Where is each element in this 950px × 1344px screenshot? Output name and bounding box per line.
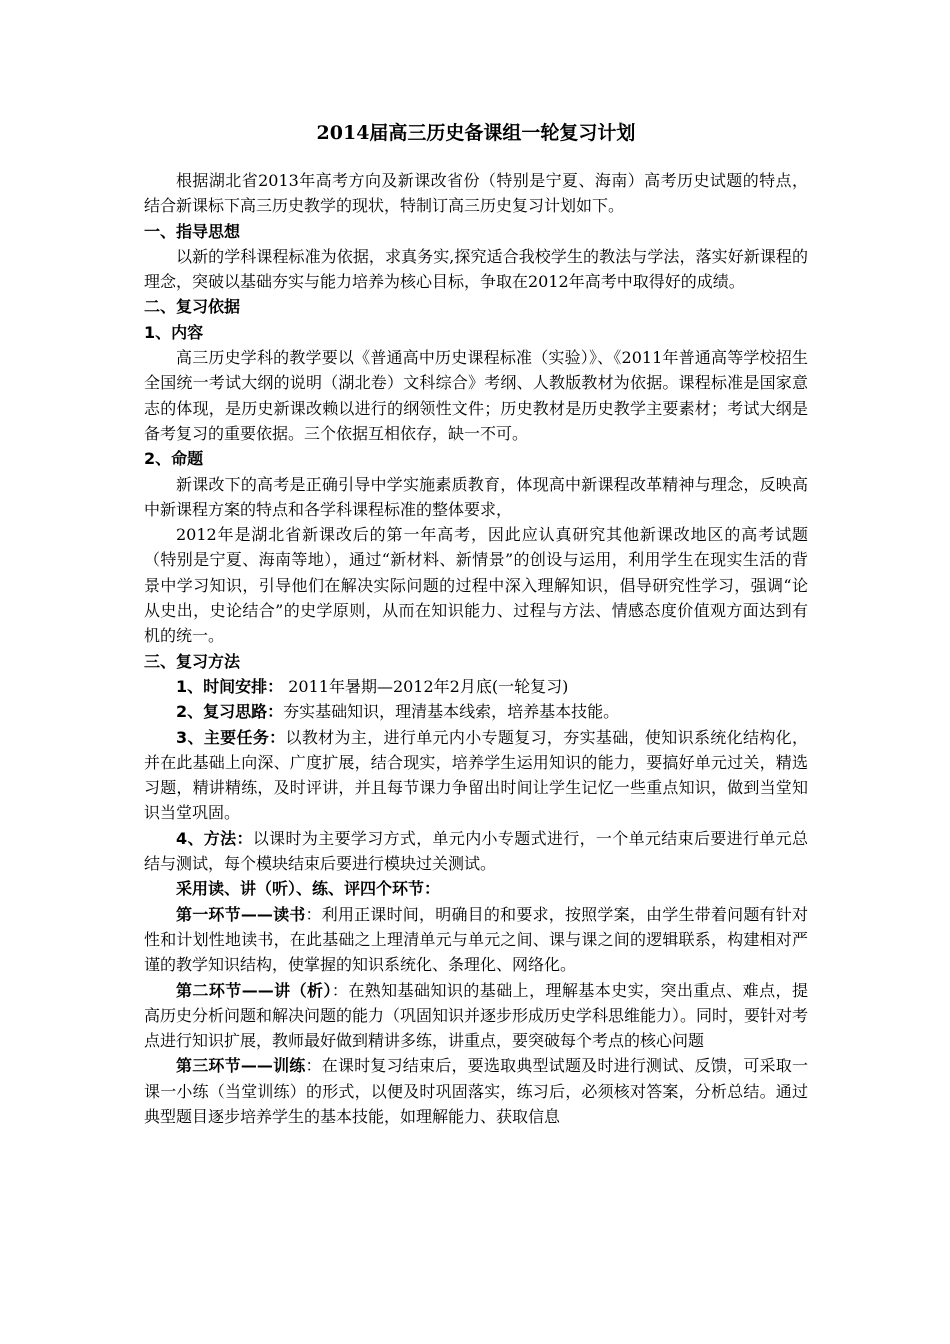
content-paragraph: 高三历史学科的教学要以《普通高中历史课程标准（实验）》、《2011年普通高等学校招生全国统一考试大纲的说明（湖北卷）文科综合》考纲、人教版教材为依据。课程标准是国家意志的体现，是历史新课改赖以进行的纲领性文件；历史教材是历史教学主要素材；考试大纲是备考复习的重要依据。三个依据互相依存，缺一不可。 <box>144 348 808 443</box>
step-label: 第二环节——讲（析） <box>176 980 332 1000</box>
step-training <box>144 1053 808 1129</box>
step-text: ：利用正课时间，明确目的和要求，按照学案，由学生带着问题有针对性和计划性地读书，在此基础之上理清单元与单元之间、课与课之间的逻辑联系，构建相对严谨的教学知识结构，使掌握的知识系统化、条理化、网络化。 <box>144 904 808 975</box>
step-text: ：在熟知基础知识的基础上，理解基本史实，突出重点、难点，提高历史分析问题和解决问题的能力（巩固知识并逐步形成历史学科思维能力）。同时，要针对考点进行知识扩展，教师最好做到精讲多练，讲重点，要突破每个考点的核心问题 <box>144 980 809 1051</box>
method-item-text: 以教材为主，进行单元内小专题复习，夯实基础，使知识系统化结构化，并在此基础上向深、广度扩展，结合现实，培养学生运用知识的能力，要搞好单元过关，精选习题，精讲精练，及时评讲，并且每节课力争留出时间让学生记忆一些重点知识，做到当堂知识当堂巩固。 <box>144 727 808 823</box>
method-item-text: 以课时为主要学习方式，单元内小专题式进行，一个单元结束后要进行单元总结与测试，每个模块结束后要进行模块过关测试。 <box>144 828 808 874</box>
method-item-schedule <box>144 674 808 699</box>
method-item-label: 3、主要任务： <box>176 727 286 747</box>
step-label: 第一环节——读书 <box>176 904 306 924</box>
four-steps-heading: 采用读、讲（听）、练、评四个环节： <box>176 879 441 899</box>
method-item-label: 1、时间安排： <box>176 676 284 696</box>
method-item-label: 2、复习思路： <box>176 702 284 722</box>
method-item-text: 2011年暑期—2012年2月底(一轮复习) <box>283 676 569 696</box>
document-title: 2014届高三历史备课组一轮复习计划 <box>316 122 636 144</box>
guiding-ideology-paragraph: 以新的学科课程标准为依据，求真务实,探究适合我校学生的教法与学法，落实好新课程的理念，突破以基础夯实与能力培养为核心目标，争取在2012年高考中取得好的成绩。 <box>144 246 808 292</box>
proposition-paragraph-1: 新课改下的高考是正确引导中学实施素质教育，体现高中新课程改革精神与理念，反映高中新课程方案的特点和各学科课程标准的整体要求， <box>144 474 808 519</box>
method-item-approach <box>144 699 808 724</box>
method-item-text: 夯实基础知识，理清基本线索，培养基本技能。 <box>283 702 620 722</box>
proposition-paragraph-2: 2012年是湖北省新课改后的第一年高考，因此应认真研究其他新课改地区的高考试题（特别是宁夏、海南等地），通过“新材料、新情景”的创设与运用，利用学生在现实生活的背景中学习知识，引导他们在解决实际问题的过程中深入理解知识，倡导研究性学习，强调“论从史出，史论结合”的史学原则，从而在知识能力、过程与方法、情感态度价值观方面达到有机的统一。 <box>144 525 808 646</box>
method-item-tasks <box>144 725 808 826</box>
step-label: 第三环节——训练 <box>176 1056 306 1076</box>
section-heading-guiding-ideology: 一、指导思想 <box>144 221 241 241</box>
section-heading-review-basis: 二、复习依据 <box>144 297 241 317</box>
method-item-methods <box>144 826 808 877</box>
section-heading-review-methods: 三、复习方法 <box>144 651 241 671</box>
subheading-proposition: 2、命题 <box>144 449 204 469</box>
intro-paragraph: 根据湖北省2013年高考方向及新课改省份（特别是宁夏、海南）高考历史试题的特点，结合新课标下高三历史教学的现状，特制订高三历史复习计划如下。 <box>144 171 808 216</box>
step-lecture <box>144 978 808 1054</box>
step-reading <box>144 902 808 978</box>
step-text: ：在课时复习结束后，要选取典型试题及时进行测试、反馈，可采取一课一小练（当堂训练）的形式，以便及时巩固落实，练习后，必须核对答案，分析总结。通过典型题目逐步培养学生的基本技能，如理解能力、获取信息 <box>144 1056 808 1126</box>
document-page <box>144 118 808 1129</box>
subheading-content: 1、内容 <box>144 322 204 342</box>
method-item-label: 4、方法： <box>176 828 253 848</box>
